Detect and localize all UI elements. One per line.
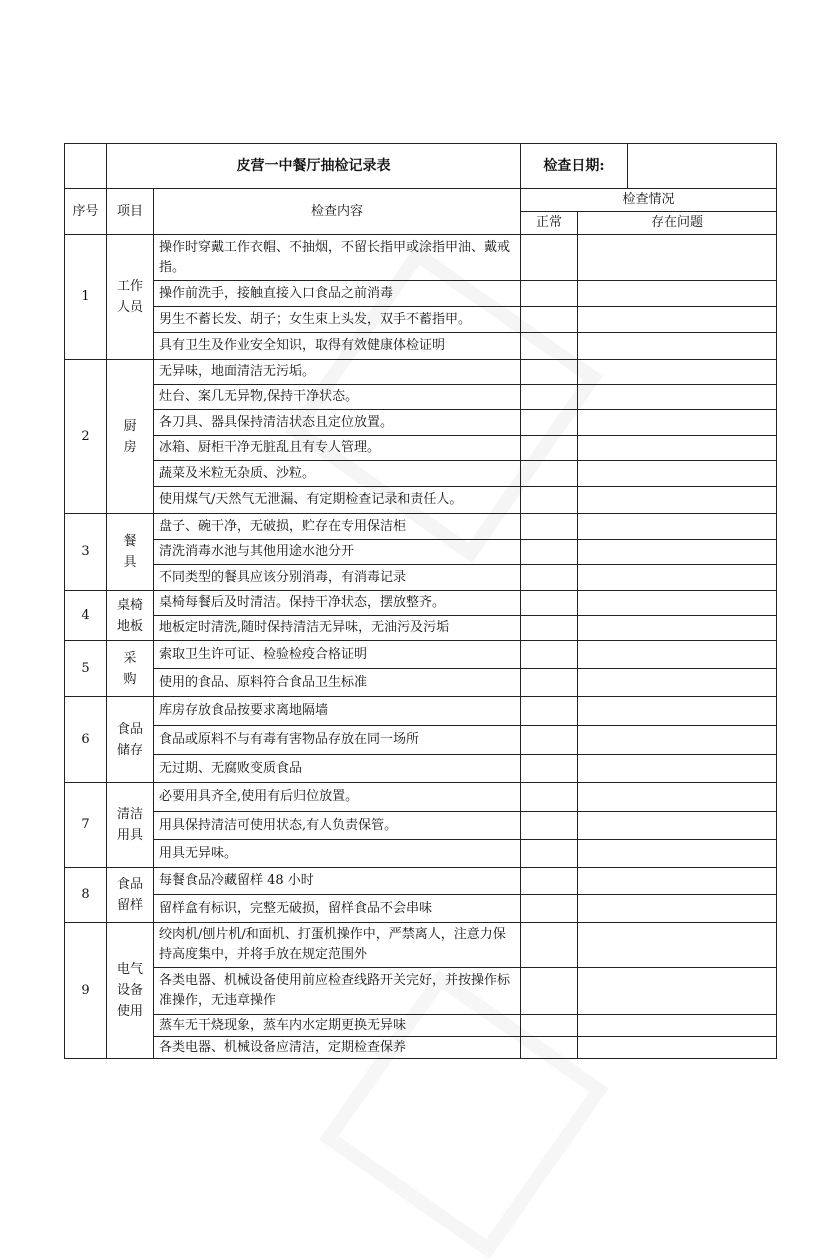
issue-cell[interactable] [578,410,777,436]
normal-cell[interactable] [521,812,578,840]
table-row [65,436,777,461]
issue-cell[interactable] [578,307,777,333]
issue-cell[interactable] [578,868,777,895]
normal-cell[interactable] [521,923,578,968]
table-row [65,235,777,281]
table-row [65,360,777,385]
issue-cell[interactable] [578,565,777,591]
section-item-label: 食品储存 [116,721,143,758]
check-content: 具有卫生及作业安全知识，取得有效健康体检证明 [154,333,521,360]
check-content: 清洗消毒水池与其他用途水池分开 [154,540,521,565]
section-item [107,641,154,697]
issue-cell[interactable] [578,591,777,616]
section-item-label: 工作人员 [116,279,143,315]
normal-cell[interactable] [521,461,578,487]
issue-cell[interactable] [578,923,777,968]
section-item [107,783,154,868]
section-index: 3 [65,514,107,591]
col-header-issues: 存在问题 [578,212,777,235]
table-row [65,540,777,565]
normal-cell[interactable] [521,514,578,540]
section-item-label: 清洁用具 [116,807,143,843]
date-cell [521,144,777,189]
section-item [107,591,154,641]
section-item [107,235,154,360]
check-content: 使用煤气/天然气无泄漏、有定期检查记录和责任人。 [154,487,521,514]
table-row [65,812,777,840]
check-content: 每餐食品冷藏留样 48 小时 [154,868,521,895]
form-title: 皮营一中餐厅抽检记录表 [107,144,521,189]
normal-cell[interactable] [521,669,578,697]
table-row [65,410,777,436]
issue-cell[interactable] [578,235,777,281]
check-content: 桌椅每餐后及时清洁。保持干净状态，摆放整齐。 [154,591,521,616]
section-index: 2 [65,360,107,514]
issue-cell[interactable] [578,333,777,360]
table-row [65,923,777,968]
normal-cell[interactable] [521,436,578,461]
table-row [65,616,777,641]
issue-cell[interactable] [578,281,777,307]
check-content: 留样盒有标识，完整无破损，留样食品不会串味 [154,895,521,923]
check-content: 蒸车无干烧现象，蒸车内水定期更换无异味 [154,1015,521,1037]
check-content: 操作前洗手，接触直接入口食品之前消毒 [154,281,521,307]
normal-cell[interactable] [521,968,578,1015]
table-row [65,895,777,923]
check-content: 用具保持清洁可使用状态,有人负责保管。 [154,812,521,840]
check-content: 无异味，地面清洁无污垢。 [154,360,521,385]
check-content: 盘子、碗干净，无破损，贮存在专用保洁柜 [154,514,521,540]
table-row [65,591,777,616]
issue-cell[interactable] [578,616,777,641]
check-content: 库房存放食品按要求离地隔墙 [154,697,521,726]
issue-cell[interactable] [578,514,777,540]
table-row [65,669,777,697]
issue-cell[interactable] [578,783,777,812]
issue-cell[interactable] [578,895,777,923]
section-item [107,868,154,923]
check-content: 操作时穿戴工作衣帽、不抽烟，不留长指甲或涂指甲油、戴戒指。 [154,235,521,281]
normal-cell[interactable] [521,697,578,726]
normal-cell[interactable] [521,235,578,281]
col-header-index: 序号 [65,189,107,235]
section-item-label: 电气设备使用 [116,962,143,1019]
section-index: 1 [65,235,107,360]
check-content: 各刀具、器具保持清洁状态且定位放置。 [154,410,521,436]
issue-cell[interactable] [578,487,777,514]
section-item [107,514,154,591]
table-row [65,307,777,333]
col-header-normal: 正常 [521,212,578,235]
issue-cell[interactable] [578,1037,777,1059]
normal-cell[interactable] [521,565,578,591]
check-content: 男生不蓄长发、胡子；女生束上头发，双手不蓄指甲。 [154,307,521,333]
table-row [65,783,777,812]
issue-cell[interactable] [578,755,777,783]
table-row [65,755,777,783]
check-content: 绞肉机/刨片机/和面机、打蛋机操作中，严禁离人，注意力保持高度集中，并将手放在规定范围外 [154,923,521,968]
issue-cell[interactable] [578,840,777,868]
issue-cell[interactable] [578,385,777,410]
check-content: 使用的食品、原料符合食品卫生标准 [154,669,521,697]
date-label: 检查日期: [521,144,628,188]
section-index: 8 [65,868,107,923]
check-content: 用具无异味。 [154,840,521,868]
issue-cell[interactable] [578,1015,777,1037]
section-index: 9 [65,923,107,1059]
normal-cell[interactable] [521,307,578,333]
inspection-record-form [64,143,776,1059]
check-content: 不同类型的餐具应该分别消毒，有消毒记录 [154,565,521,591]
table-row [65,868,777,895]
normal-cell[interactable] [521,385,578,410]
table-row [65,461,777,487]
normal-cell[interactable] [521,783,578,812]
normal-cell[interactable] [521,755,578,783]
section-item [107,697,154,783]
section-index: 4 [65,591,107,641]
check-content: 无过期、无腐败变质食品 [154,755,521,783]
normal-cell[interactable] [521,333,578,360]
table-row [65,968,777,1015]
normal-cell[interactable] [521,410,578,436]
issue-cell[interactable] [578,812,777,840]
issue-cell[interactable] [578,461,777,487]
check-content: 冰箱、厨柜干净无脏乱且有专人管理。 [154,436,521,461]
normal-cell[interactable] [521,641,578,669]
check-content: 各类电器、机械设备使用前应检查线路开关完好，并按操作标准操作，无违章操作 [154,968,521,1015]
issue-cell[interactable] [578,436,777,461]
col-header-content: 检查内容 [154,189,521,235]
title-blank-cell [65,144,107,189]
issue-cell[interactable] [578,669,777,697]
normal-cell[interactable] [521,840,578,868]
check-content: 食品或原料不与有毒有害物品存放在同一场所 [154,726,521,755]
check-content: 各类电器、机械设备应清洁，定期检查保养 [154,1037,521,1059]
section-index: 5 [65,641,107,697]
table-row [65,840,777,868]
col-header-status: 检查情况 [521,189,777,212]
col-header-item: 项目 [107,189,154,235]
table-row [65,726,777,755]
issue-cell[interactable] [578,697,777,726]
section-item [107,360,154,514]
section-item-label: 桌椅地板 [116,597,143,634]
table-row [65,333,777,360]
section-item-label: 餐具 [123,534,137,570]
check-content: 灶台、案几无异物,保持干净状态。 [154,385,521,410]
table-row [65,487,777,514]
table-row [65,697,777,726]
section-item-label: 采购 [123,650,137,687]
normal-cell[interactable] [521,360,578,385]
date-field[interactable] [628,144,776,188]
check-content: 索取卫生许可证、检验检疫合格证明 [154,641,521,669]
section-index: 6 [65,697,107,783]
check-content: 蔬菜及米粒无杂质、沙粒。 [154,461,521,487]
issue-cell[interactable] [578,726,777,755]
normal-cell[interactable] [521,540,578,565]
normal-cell[interactable] [521,591,578,616]
section-item [107,923,154,1059]
table-row [65,385,777,410]
table-row [65,1015,777,1037]
table-row [65,281,777,307]
check-content: 地板定时清洗,随时保持清洁无异味，无油污及污垢 [154,616,521,641]
section-item-label: 厨房 [123,418,137,455]
inspection-table [64,143,777,1059]
table-row [65,514,777,540]
issue-cell[interactable] [578,641,777,669]
issue-cell[interactable] [578,540,777,565]
issue-cell[interactable] [578,968,777,1015]
normal-cell[interactable] [521,1037,578,1059]
normal-cell[interactable] [521,1015,578,1037]
normal-cell[interactable] [521,281,578,307]
normal-cell[interactable] [521,487,578,514]
section-item-label: 食品留样 [116,877,143,913]
normal-cell[interactable] [521,868,578,895]
table-row [65,565,777,591]
normal-cell[interactable] [521,895,578,923]
table-row [65,641,777,669]
check-content: 必要用具齐全,使用有后归位放置。 [154,783,521,812]
table-row [65,1037,777,1059]
normal-cell[interactable] [521,726,578,755]
issue-cell[interactable] [578,360,777,385]
normal-cell[interactable] [521,616,578,641]
section-index: 7 [65,783,107,868]
